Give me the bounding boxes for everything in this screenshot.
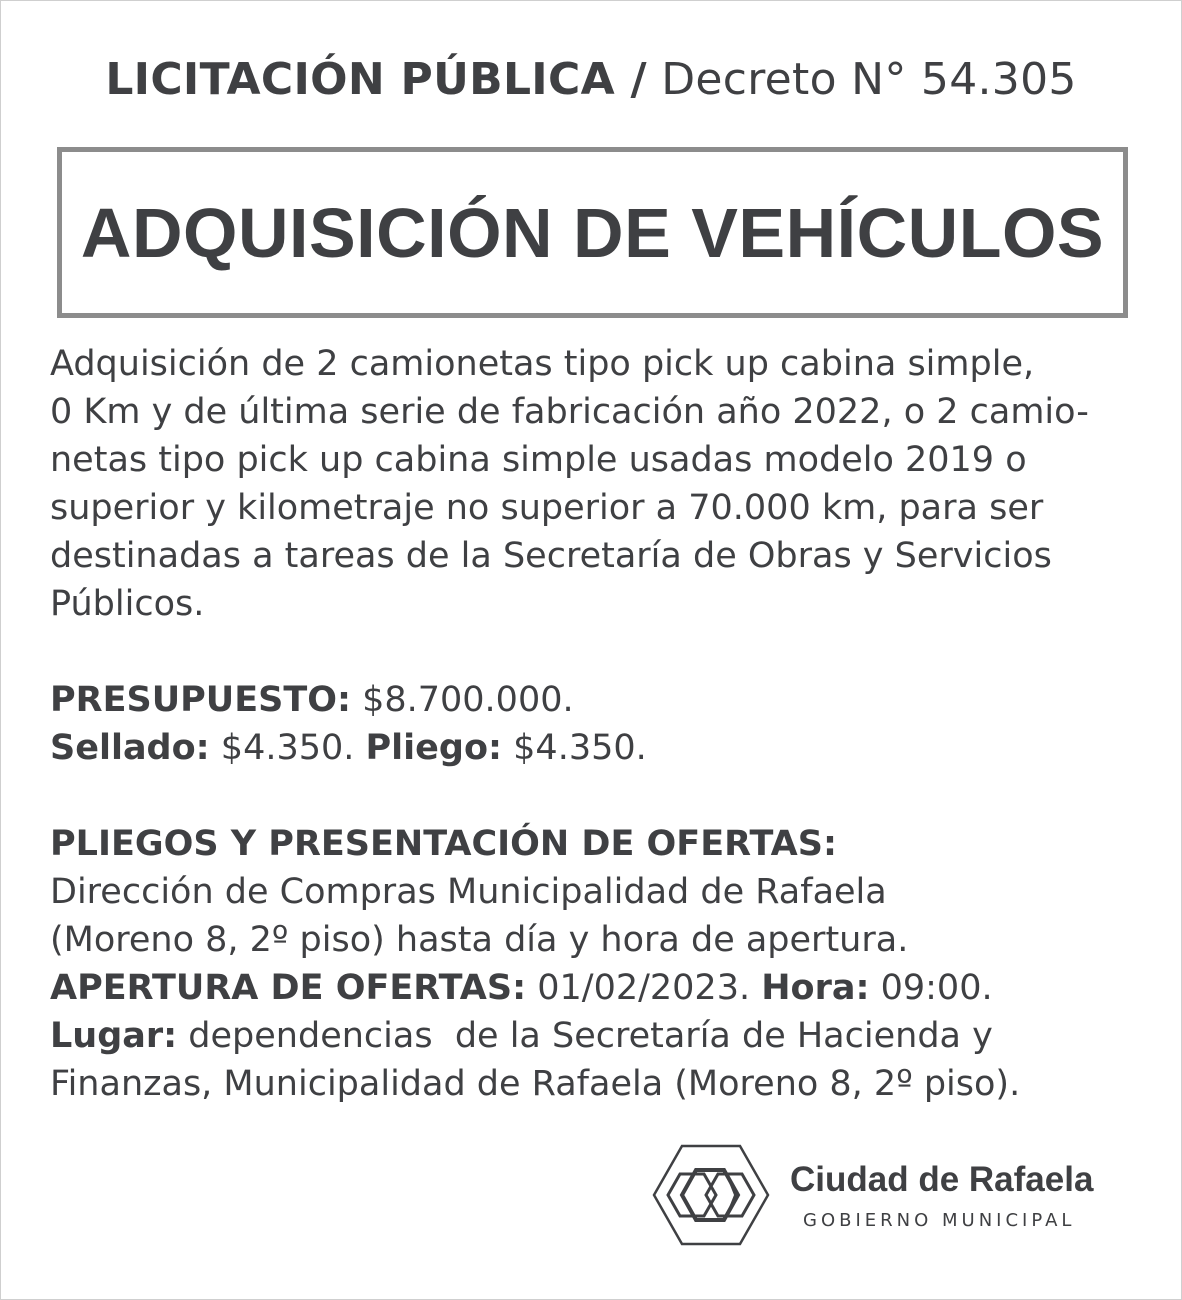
notice-body (50, 340, 1150, 1108)
hexagon-logo-icon (650, 1140, 770, 1250)
title-box (57, 147, 1128, 318)
description-line: superior y kilometraje no superior a 70.000 km, para ser (50, 488, 1044, 528)
sellado-label: Sellado: (50, 728, 210, 768)
place-line (50, 1012, 1150, 1060)
sellado-value: $4.350. (220, 728, 355, 768)
offers-line: (Moreno 8, 2º piso) hasta día y hora de apertura. (50, 920, 909, 960)
tender-type: LICITACIÓN PÚBLICA / (105, 54, 647, 105)
pliego-label: Pliego: (365, 728, 503, 768)
logo-subtitle: GOBIERNO MUNICIPAL (803, 1210, 1076, 1231)
fees-line (50, 724, 1150, 772)
tender-header (0, 52, 1182, 108)
description-line: Adquisición de 2 camionetas tipo pick up cabina simple, (50, 344, 1035, 384)
opening-date: 01/02/2023. (537, 968, 751, 1008)
description-line: Públicos. (50, 584, 205, 624)
city-logo (650, 1140, 1100, 1250)
pliego-value: $4.350. (513, 728, 647, 768)
hour-label: Hora: (761, 968, 870, 1008)
budget-label: PRESUPUESTO: (50, 680, 351, 720)
logo-name: Ciudad de Rafaela (790, 1160, 1094, 1199)
description-line: 0 Km y de última serie de fabricación año 2022, o 2 camio- (50, 392, 1089, 432)
offers-section (50, 820, 1150, 1108)
place-label: Lugar: (50, 1016, 178, 1056)
place-line-2: Finanzas, Municipalidad de Rafaela (Moreno 8, 2º piso). (50, 1064, 1021, 1104)
description (50, 340, 1150, 628)
opening-line (50, 964, 1150, 1012)
description-line: destinadas a tareas de la Secretaría de Obras y Servicios (50, 536, 1052, 576)
budget-line (50, 676, 1150, 724)
place-text: dependencias de la Secretaría de Hacienda y (188, 1016, 993, 1056)
opening-label: APERTURA DE OFERTAS: (50, 968, 527, 1008)
hour-value: 09:00. (880, 968, 993, 1008)
budget-section (50, 676, 1150, 772)
description-line: netas tipo pick up cabina simple usadas modelo 2019 o (50, 440, 1027, 480)
offers-heading: PLIEGOS Y PRESENTACIÓN DE OFERTAS: (50, 824, 837, 864)
page-title: ADQUISICIÓN DE VEHÍCULOS (80, 193, 1105, 272)
offers-line: Dirección de Compras Municipalidad de Rafaela (50, 872, 887, 912)
budget-value: $8.700.000. (362, 680, 574, 720)
decree-number: Decreto N° 54.305 (661, 54, 1077, 105)
